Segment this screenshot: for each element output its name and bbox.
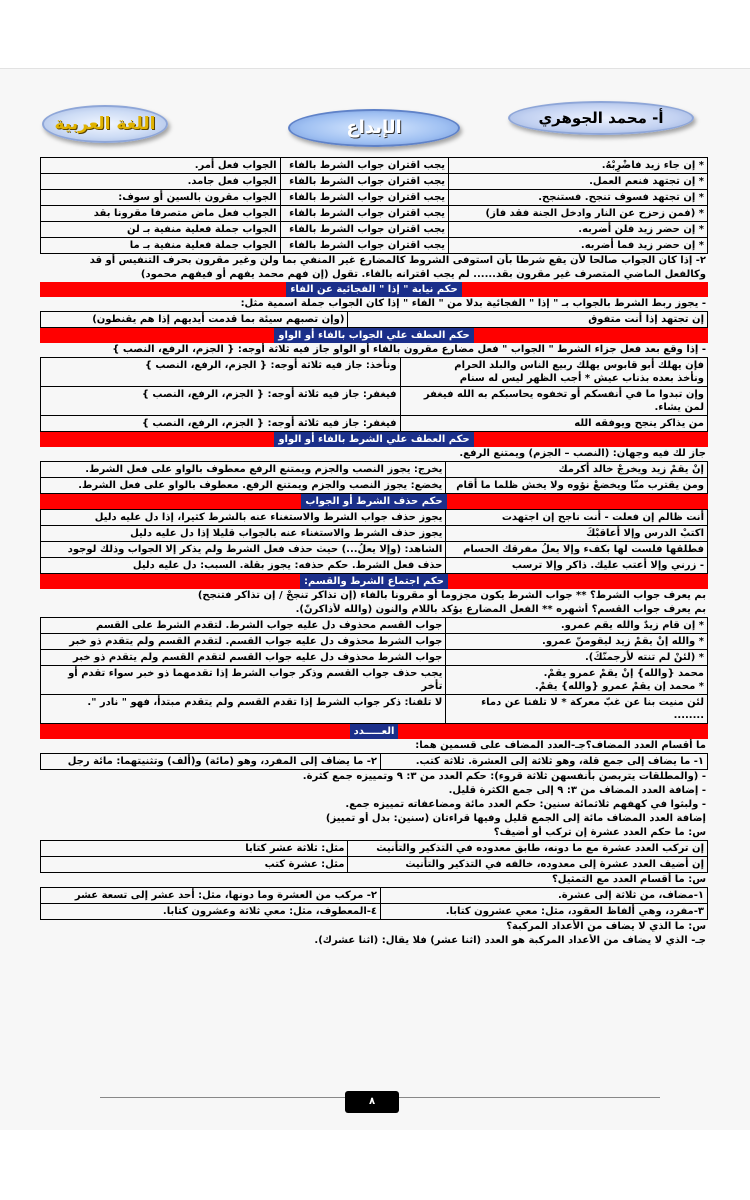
table-row [40, 903, 708, 920]
table-cell: لا تلفنا: ذكر جواب الشرط إذا تقدم القسم ولم يتقدم مبتدأ، فهو " نادر ". [41, 695, 446, 723]
paragraph-line: - إذا وقع بعد فعل جزاء الشرط " الجواب " فعل مضارع مقرون بالفاء أو الواو جاز فيه ثلاثة أوجه: { الجزم، الرفع، النصب } [112, 344, 706, 355]
section-table [40, 617, 708, 724]
table-row [40, 509, 708, 525]
table-cell: جواب الشرط محذوف دل عليه جواب القسم لتقدم القسم ولم يتقدم ذو خبر [41, 650, 446, 665]
paragraph-line: ٢- إذا كان الجواب صالحا لأن يقع شرطا بأن استوفى الشروط كالمضارع غير المنفي بما ولن وغير مقرون بحرف التنفيس أو قد [89, 255, 706, 266]
table-cell: * (فمن زحزح عن النار وادخل الجنة فقد فاز) [485, 208, 704, 219]
table-cell: فيغفر: جاز فيه ثلاثة أوجه: { الجزم، الرفع، النصب } [41, 416, 401, 431]
table-cell: مثل: عشرة كتب [41, 857, 348, 872]
document-page [0, 68, 750, 1131]
table-cell: الجواب فعل أمر. [41, 158, 281, 173]
table-cell: * (لئنْ لم تنته لأرجمنّكَ). [584, 652, 704, 663]
example-row: ١- ما يضاف إلى جمع قلة، وهو ثلاثة إلى العشرة. ثلاثة كتب. ٢- ما يضاف إلى المفرد، وهو (مائة) و(ألف) وتثنيتهما: مائة رجل [40, 753, 708, 770]
paragraph-line: - يجوز ربط الشرط بالجواب بـ " إذا " الفجائية بدلا من " الفاء " إذا كان الجواب جملة اسمية مثل: [240, 298, 706, 309]
table-cell: * إن تجتهد فنعم العمل. [589, 176, 704, 187]
table-row [40, 189, 708, 205]
table-cell: الجواب فعل ماض متصرفا مقرونا بقد [41, 206, 281, 221]
series-badge: الإبداع [288, 109, 460, 147]
table-cell: فيغفر: جاز فيه ثلاثة أوجه: { الجزم، الرفع، النصب } [41, 387, 401, 415]
section-heading: حكم اجتماع الشرط والقسم: [40, 574, 708, 589]
table-row [40, 617, 708, 633]
table-row [40, 173, 708, 189]
table-cell: يجوز حذف جواب الشرط والاستغناء عنه بالشرط كثيرا، إذا دل عليه دليل [41, 510, 446, 525]
table-cell: ١-مضاف، من ثلاثة إلى عشرة. [558, 890, 704, 901]
table-cell: يجب اقتران جواب الشرط بالفاء [281, 222, 450, 237]
table-row [40, 357, 708, 386]
table-row [40, 461, 708, 477]
table-cell: * إن جاء زيد فاضْرِبْهُ. [601, 160, 704, 171]
table-cell: الجواب مقرون بالسين أو سوف: [41, 190, 281, 205]
table-row [40, 665, 708, 694]
answer-line: جـ- الذي لا يضاف من الأعداد المركبة هو العدد (اثنا عشر) فلا يقال: (اثنا عشرك). [314, 935, 706, 946]
section-table [40, 840, 708, 873]
table-cell: مثل: ثلاثة عشر كتابا [41, 841, 348, 856]
table-row [40, 477, 708, 494]
question-line: س: ما أقسام العدد مع التمثيل؟ [551, 874, 706, 885]
table-row [40, 887, 708, 903]
table-cell: ٤-المعطوف، مثل: معي ثلاثة وعشرون كتابا. [41, 904, 381, 919]
table-row [40, 415, 708, 432]
paragraph-line: وكالفعل الماضي المتصرف غير مقرون بقد...... لم يجب اقترانه بالفاء. تقول (إن فهم محمد يفهم أو فيفهم محمود) [140, 269, 706, 280]
table-cell: محمد {والله} إنْ يقمْ عمرو يقمْ. * محمد إن يقمْ عمرو {والله} يقمْ. [534, 668, 704, 692]
paragraph-line: - إضافة العدد المضاف من ٣: ٩ إلى جمع الكثرة قليل. [448, 785, 706, 796]
table-row [40, 237, 708, 254]
table-row [40, 694, 708, 724]
table-cell: يجب اقتران جواب الشرط بالفاء [281, 174, 450, 189]
section-heading: حكم العطف علي الجواب بالفاء أو الواو [40, 328, 708, 343]
bottom-margin [0, 1130, 750, 1200]
table-cell: الشاهد: (وإلا يعلُ...) حيث حذف فعل الشرط ولم يذكر إلا الجواب وذلك لوجود [41, 542, 446, 557]
table-cell: فطلقها فلست لها بكفء وإلا يعلُ مفرقك الحسام [463, 544, 704, 555]
table-cell: إن أضيف العدد عشرة إلى معدوده، خالفه في التذكير والتأنيث [405, 859, 704, 870]
table-cell: ٢- مركب من العشرة وما دونها، مثل: أحد عشر إلى تسعة عشر [41, 888, 381, 903]
subject-badge: اللغة العربية [42, 105, 168, 143]
question-line: س: ما الذي لا يضاف من الأعداد المركبة؟ [506, 921, 706, 932]
table-cell: - زرني وإلا أعتب عليك. ذاكر وإلا ترسب [511, 560, 704, 571]
table-cell: يجب اقتران جواب الشرط بالفاء [281, 206, 450, 221]
table-cell: يجوز حذف الشرط والاستغناء عنه بالجواب قليلا إذا دل عليه دليل [41, 526, 446, 541]
table-cell: من يذاكر ينجح ويوفقه الله [574, 418, 704, 429]
section-table [40, 357, 708, 432]
table-cell: اكتبْ الدرس وإلا أعاقبْكَ [586, 528, 704, 539]
table-cell: إن تركب العدد عشرة مع ما دونه، طابق معدوده في التذكير والتأنيث [376, 843, 704, 854]
table-cell: يجب اقتران جواب الشرط بالفاء [281, 190, 450, 205]
fa-linking-table [40, 157, 708, 254]
table-cell: الجواب جملة فعلية منفية بـ لن [41, 222, 281, 237]
table-row [40, 541, 708, 557]
paragraph-line: بم يعرف جواب القسم؟ أشهره ** الفعل المضارع يؤكد باللام والنون (والله لأذاكرنّ). [295, 604, 706, 615]
paragraph-line: ما أقسام العدد المضاف؟جـ-العدد المضاف على قسمين هما: [415, 740, 706, 751]
table-cell: * والله إنْ يقمْ زيد ليقومنّ عمرو. [542, 636, 704, 647]
teacher-badge: أ- محمد الجوهري [508, 101, 694, 135]
table-cell: جواب الشرط محذوف دل عليه جواب القسم. لتقدم القسم ولم يتقدم ذو خبر [41, 634, 446, 649]
example-row: إن تجتهد إذا أنت متفوق (وإن تصبهم سيئة بما قدمت أيديهم إذا هم يقنطون) [40, 311, 708, 328]
content [40, 157, 708, 948]
question-line: س: ما حكم العدد عشرة إن تركب أو أضيف؟ [493, 827, 706, 838]
top-margin [0, 0, 750, 68]
paragraph-line: بم يعرف جواب الشرط؟ ** جواب الشرط يكون مجزوما أو مقرونا بالفاء (إن تذاكر تنجحْ / إن تذاكر فتنجح) [197, 590, 706, 601]
table-cell: يجب اقتران جواب الشرط بالفاء [281, 158, 450, 173]
table-row [40, 840, 708, 856]
table-cell: جواب القسم محذوف دل عليه جواب الشرط. لتقدم الشرط على القسم [41, 618, 446, 633]
table-cell: إنْ يقمْ زيد ويخرجْ خالد أكرمك [558, 464, 704, 475]
table-cell: فإن يهلك أبو قابوس يهلك ربيع الناس والبلد الحرام ونأخذ بعده بذناب عيش * أجب الظهر ليس له سنام [454, 360, 704, 384]
table-row [40, 525, 708, 541]
section-table [40, 461, 708, 494]
table-cell: لئن منيت بنا عن غبّ معركة * لا تلفنا عن دماء ........ [481, 697, 704, 721]
table-cell: الجواب فعل جامد. [41, 174, 281, 189]
table-cell: ونأخذ: جاز فيه ثلاثة أوجه: { الجزم، الرفع، النصب } [41, 358, 401, 386]
table-row [40, 157, 708, 173]
table-row [40, 557, 708, 574]
table-cell: يجب حذف جواب القسم وذكر جواب الشرط إذا تقدمهما ذو خبر سواء تقدم أو تأخر [41, 666, 446, 694]
table-cell: يخضع: يجوز النصب والجزم ويمتنع الرفع. معطوف بالواو على فعل الشرط. [41, 478, 446, 493]
table-cell: * إن قام زيدٌ والله يقم عمرو. [560, 620, 704, 631]
table-cell: * إن حضر زيد فلن أضربه. [578, 224, 704, 235]
paragraph-line: جاز لك فيه وجهان: (النصب – الجزم) ويمتنع الرفع. [459, 448, 706, 459]
table-cell: حذف فعل الشرط. حكم حذفه: يجوز بقلة. السبب: دل عليه دليل [41, 558, 446, 573]
table-row [40, 386, 708, 415]
table-cell: ٣-مفرد، وهي ألفاظ العقود، مثل: معي عشرون كتابا. [445, 906, 704, 917]
section-heading: حكم نيابة " إذا " الفجائية عن الفاء [40, 282, 708, 297]
table-row [40, 856, 708, 873]
table-cell: الجواب جملة فعلية منفية بـ ما [41, 238, 281, 253]
section-table [40, 887, 708, 920]
table-row [40, 633, 708, 649]
table-cell: يجب اقتران جواب الشرط بالفاء [281, 238, 450, 253]
table-cell: وإن تبدوا ما في أنفسكم أو تخفوه يحاسبكم به الله فيغفر لمن يشاء. [423, 389, 704, 413]
paragraph-line: - (والمطلقات يتربصن بأنفسهن ثلاثة قروء): حكم العدد من ٣: ٩ وتمييزه جمع كثرة. [302, 771, 706, 782]
table-cell: * إن حضر زيد فما أضربه. [580, 240, 704, 251]
table-row [40, 205, 708, 221]
table-cell: * إن تجتهد فسوف تنجح. فستنجح. [538, 192, 704, 203]
paragraph-line: إضافة العدد المضاف مائة إلى الجمع قليل وفيها قراءتان (سنين: بدل أو تمييز) [325, 813, 706, 824]
table-cell: ومن يقترب منّا ويخضعْ نؤوه ولا يخش ظلما ما أقام [456, 480, 704, 491]
section-heading: العـــــدد [40, 724, 708, 739]
page-number: ٨ [345, 1091, 399, 1113]
table-cell: أنت ظالم إن فعلت - أنت ناجح إن اجتهدت [501, 512, 704, 523]
section-heading: حكم حذف الشرط أو الجواب [40, 494, 708, 509]
section-table [40, 509, 708, 574]
paragraph-line: - ولبثوا في كهفهم ثلاثمائة سنين: حكم العدد مائة ومضاعفاته تمييزه جمع. [345, 799, 706, 810]
table-cell: يخرج: يجوز النصب والجزم ويمتنع الرفع معطوف بالواو على فعل الشرط. [41, 462, 446, 477]
section-heading: حكم العطف علي الشرط بالفاء أو الواو [40, 432, 708, 447]
table-row [40, 649, 708, 665]
table-row [40, 221, 708, 237]
